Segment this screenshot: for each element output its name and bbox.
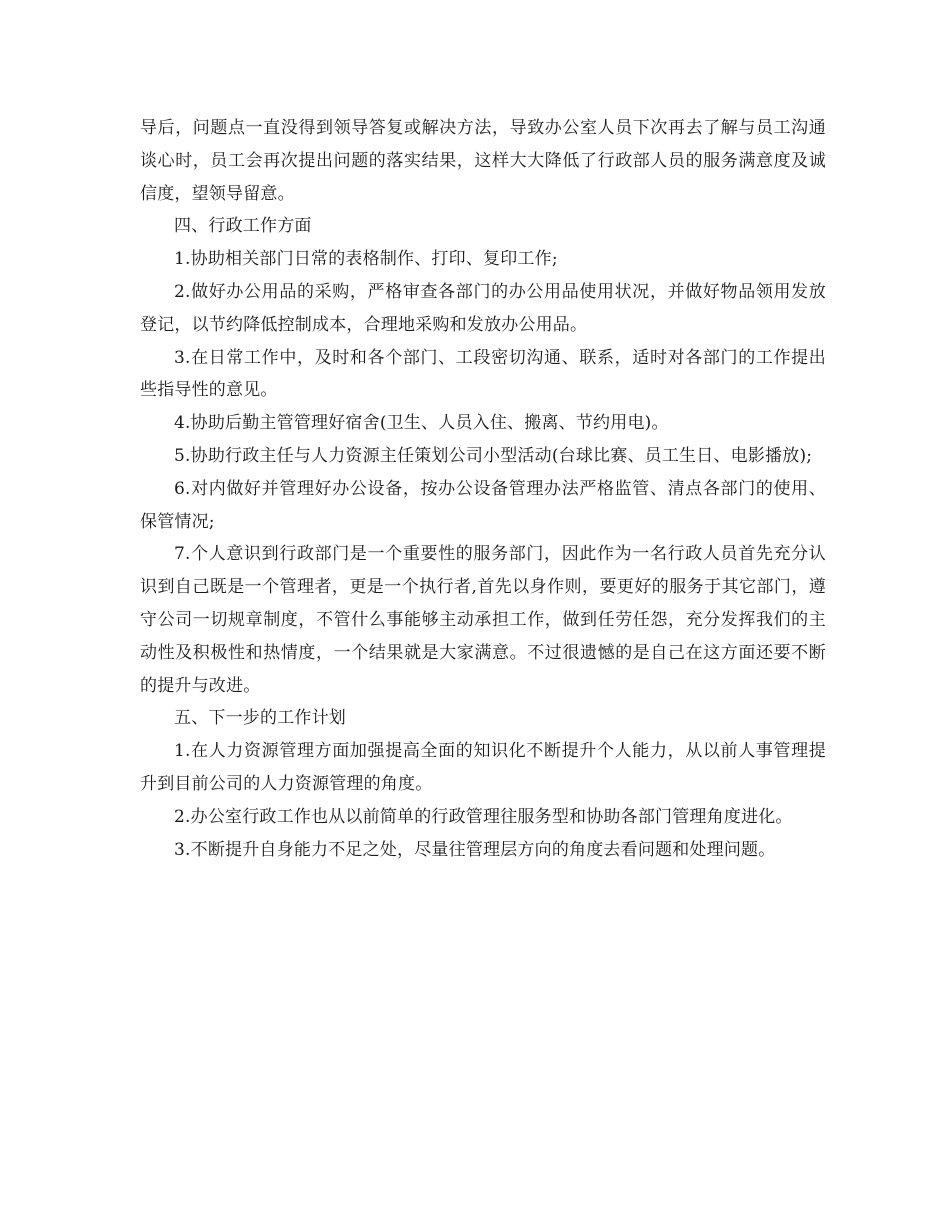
list-item-admin-2: 2.做好办公用品的采购，严格审查各部门的办公用品使用状况，并做好物品领用发放登记，以节约降低控制成本，合理地采购和发放办公用品。 [140,281,826,335]
paragraph-continuation: 导后，问题点一直没得到领导答复或解决方法，导致办公室人员下次再去了解与员工沟通谈心时，员工会再次提出问题的落实结果，这样大大降低了行政部人员的服务满意度及诚信度，望领导留意。 [140,118,826,204]
list-item-admin-7: 7.个人意识到行政部门是一个重要性的服务部门，因此作为一名行政人员首先充分认识到自己既是一个管理者，更是一个执行者,首先以身作则，要更好的服务于其它部门，遵守公司一切规章制度，不管什么事能够主动承担工作，做到任劳任怨，充分发挥我们的主动性及积极性和热情度，一个结果就是大家满意。不过很遗憾的是自己在这方面还要不断的提升与改进。 [140,544,826,696]
list-item-admin-3: 3.在日常工作中，及时和各个部门、工段密切沟通、联系，适时对各部门的工作提出些指导性的意见。 [140,347,826,401]
section-heading-administrative-work: 四、行政工作方面 [174,216,312,237]
document-body [140,112,826,866]
list-item-plan-1: 1.在人力资源管理方面加强提高全面的知识化不断提升个人能力，从以前人事管理提升到目前公司的人力资源管理的角度。 [140,741,826,794]
list-item-admin-4: 4.协助后勤主管管理好宿舍(卫生、人员入住、搬离、节约用电)。 [174,413,669,434]
list-item-admin-6: 6.对内做好并管理好办公设备，按办公设备管理办法严格监管、清点各部门的使用、保管情况; [140,478,826,532]
list-item-plan-2: 2.办公室行政工作也从以前简单的行政管理往服务型和协助各部门管理角度进化。 [174,806,793,827]
section-heading-next-plan: 五、下一步的工作计划 [174,708,346,729]
list-item-admin-1: 1.协助相关部门日常的表格制作、打印、复印工作; [174,249,558,270]
list-item-admin-5: 5.协助行政主任与人力资源主任策划公司小型活动(台球比赛、员工生日、电影播放); [174,445,813,466]
list-item-plan-3: 3.不断提升自身能力不足之处，尽量往管理层方向的角度去看问题和处理问题。 [174,839,776,860]
